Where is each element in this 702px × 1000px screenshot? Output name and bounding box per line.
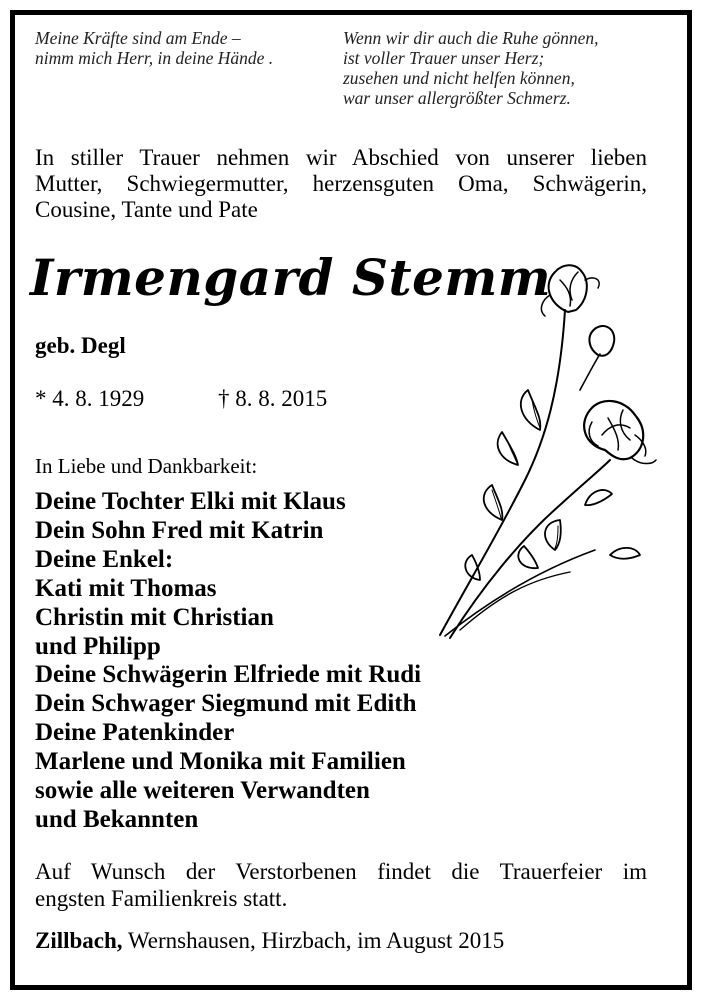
closing-line: engsten Familienkreis statt. (35, 886, 288, 911)
intro-line: Mutter, Schwiegermutter, herzensguten Oma, Schwägerin, (35, 171, 647, 196)
place-rest: Wernshausen, Hirzbach, im August 2015 (122, 928, 505, 953)
poem-line: ist voller Trauer unser Herz; (343, 48, 545, 68)
poem-left (35, 28, 335, 68)
deceased-name: Irmengard Stemm (30, 248, 552, 307)
death-date: † 8. 8. 2015 (218, 386, 328, 411)
mourner-line: Deine Tochter Elki mit Klaus (35, 488, 346, 515)
closing-text (35, 858, 647, 912)
place-bold: Zillbach, (35, 928, 123, 953)
mourner-line: und Bekannten (35, 805, 199, 833)
closing-line: Auf Wunsch der Verstorbenen findet die Trauerfeier im (35, 859, 647, 884)
mourner-line: und Philipp (35, 632, 161, 660)
mourner-line: Marlene und Monika mit Familien (35, 748, 406, 776)
mourner-line: Deine Patenkinder (35, 719, 235, 747)
mourner-line: Dein Sohn Fred mit Katrin (35, 516, 324, 544)
birth-name: geb. Degl (35, 333, 126, 358)
greeting: In Liebe und Dankbarkeit: (35, 454, 258, 478)
mourner-line: Kati mit Thomas (35, 574, 217, 602)
mourner-line: Christin mit Christian (35, 603, 274, 631)
birth-date: * 4. 8. 1929 (35, 386, 145, 411)
poem-line: war unser allergrößter Schmerz. (343, 88, 571, 108)
mourner-line: Deine Enkel: (35, 545, 174, 573)
rose-icon (420, 250, 660, 650)
place-date-line (35, 928, 504, 954)
poem-line: nimm mich Herr, in deine Hände . (35, 48, 274, 68)
poem-line: zusehen und nicht helfen können, (343, 68, 575, 88)
mourner-line: Dein Schwager Siegmund mit Edith (35, 690, 417, 718)
mourner-line: sowie alle weiteren Verwandten (35, 777, 370, 805)
intro-text (35, 145, 647, 223)
poem-right (343, 28, 663, 108)
mourners-list (35, 488, 421, 835)
intro-line: In stiller Trauer nehmen wir Abschied von unserer lieben (35, 145, 647, 170)
poem-line: Wenn wir dir auch die Ruhe gönnen, (343, 28, 599, 48)
intro-line: Cousine, Tante und Pate (35, 197, 258, 222)
mourner-line: Deine Schwägerin Elfriede mit Rudi (35, 661, 422, 689)
poem-line: Meine Kräfte sind am Ende – (35, 28, 241, 48)
